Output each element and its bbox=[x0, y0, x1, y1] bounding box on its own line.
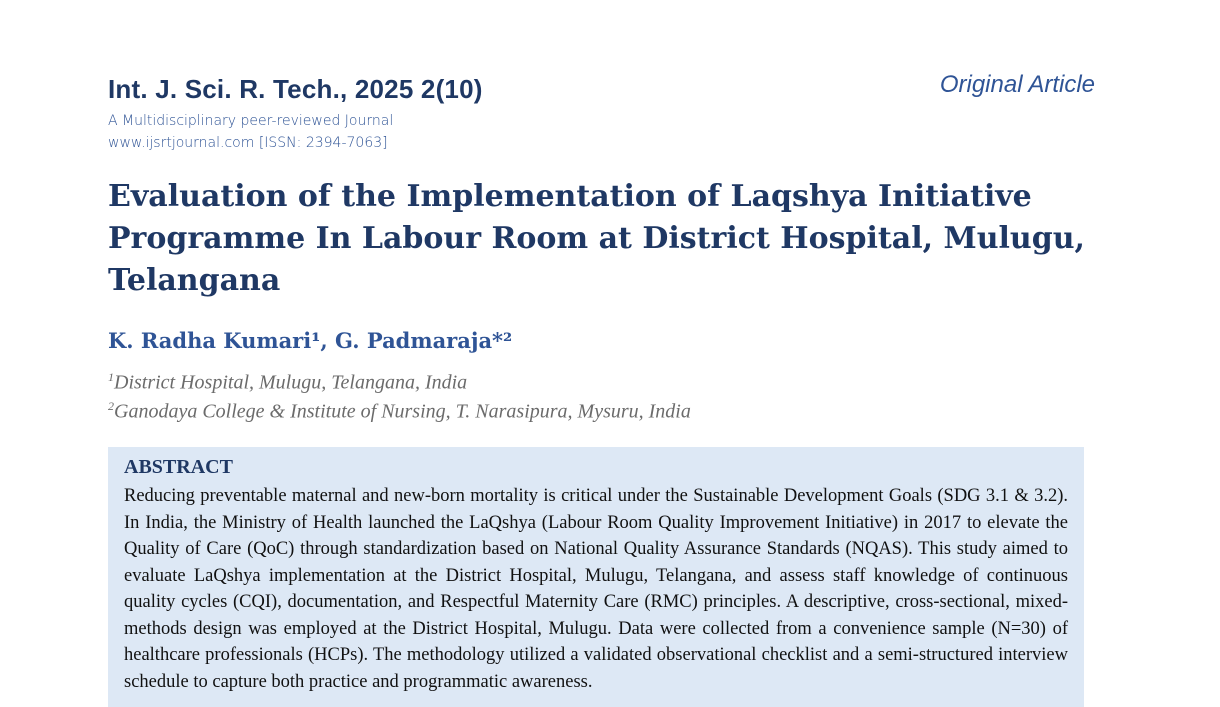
journal-website: www.ijsrtjournal.com [ISSN: 2394-7063] bbox=[108, 135, 388, 151]
affiliation-2-text: Ganodaya College & Institute of Nursing, T. Narasipura, Mysuru, India bbox=[114, 400, 691, 423]
affiliation-1-text: District Hospital, Mulugu, Telangana, India bbox=[114, 371, 468, 394]
article-title: Evaluation of the Implementation of Laqshya Initiative Programme In Labour Room at District Hospital, Mulugu, Telangana bbox=[108, 179, 1085, 298]
author-list: K. Radha Kumari¹, G. Padmaraja*² bbox=[108, 328, 513, 353]
abstract-text: Reducing preventable maternal and new-born mortality is critical under the Sustainable Development Goals (SDG 3.1 & 3.2). In India, the Ministry of Health launched the LaQshya (Labour Room Quality Improvement Initiative) in 2017 to elevate the Quality of Care (QoC) through standardization based on National Quality Assurance Standards (NQAS). This study aimed to evaluate LaQshya implementation at the District Hospital, Mulugu, Telangana, and assess staff knowledge of continuous quality cycles (CQI), documentation, and Respectful Maternity Care (RMC) principles. A descriptive, cross-sectional, mixed-methods design was employed at the District Hospital, Mulugu. Data were collected from a convenience sample (N=30) of healthcare professionals (HCPs). The methodology utilized a validated observational checklist and a semi-structured interview schedule to capture both practice and programmatic awareness. bbox=[124, 486, 1068, 692]
journal-description: A Multidisciplinary peer-reviewed Journal bbox=[108, 113, 394, 129]
abstract-box bbox=[108, 447, 1084, 707]
affiliation-2-number: 2 bbox=[108, 399, 114, 413]
affiliation-2 bbox=[108, 399, 691, 424]
article-type: Original Article bbox=[939, 71, 1095, 98]
journal-name: Int. J. Sci. R. Tech., 2025 2(10) bbox=[108, 74, 483, 104]
affiliation-1-number: 1 bbox=[108, 370, 114, 384]
affiliation-1 bbox=[108, 370, 467, 395]
abstract-heading: ABSTRACT bbox=[124, 456, 233, 478]
